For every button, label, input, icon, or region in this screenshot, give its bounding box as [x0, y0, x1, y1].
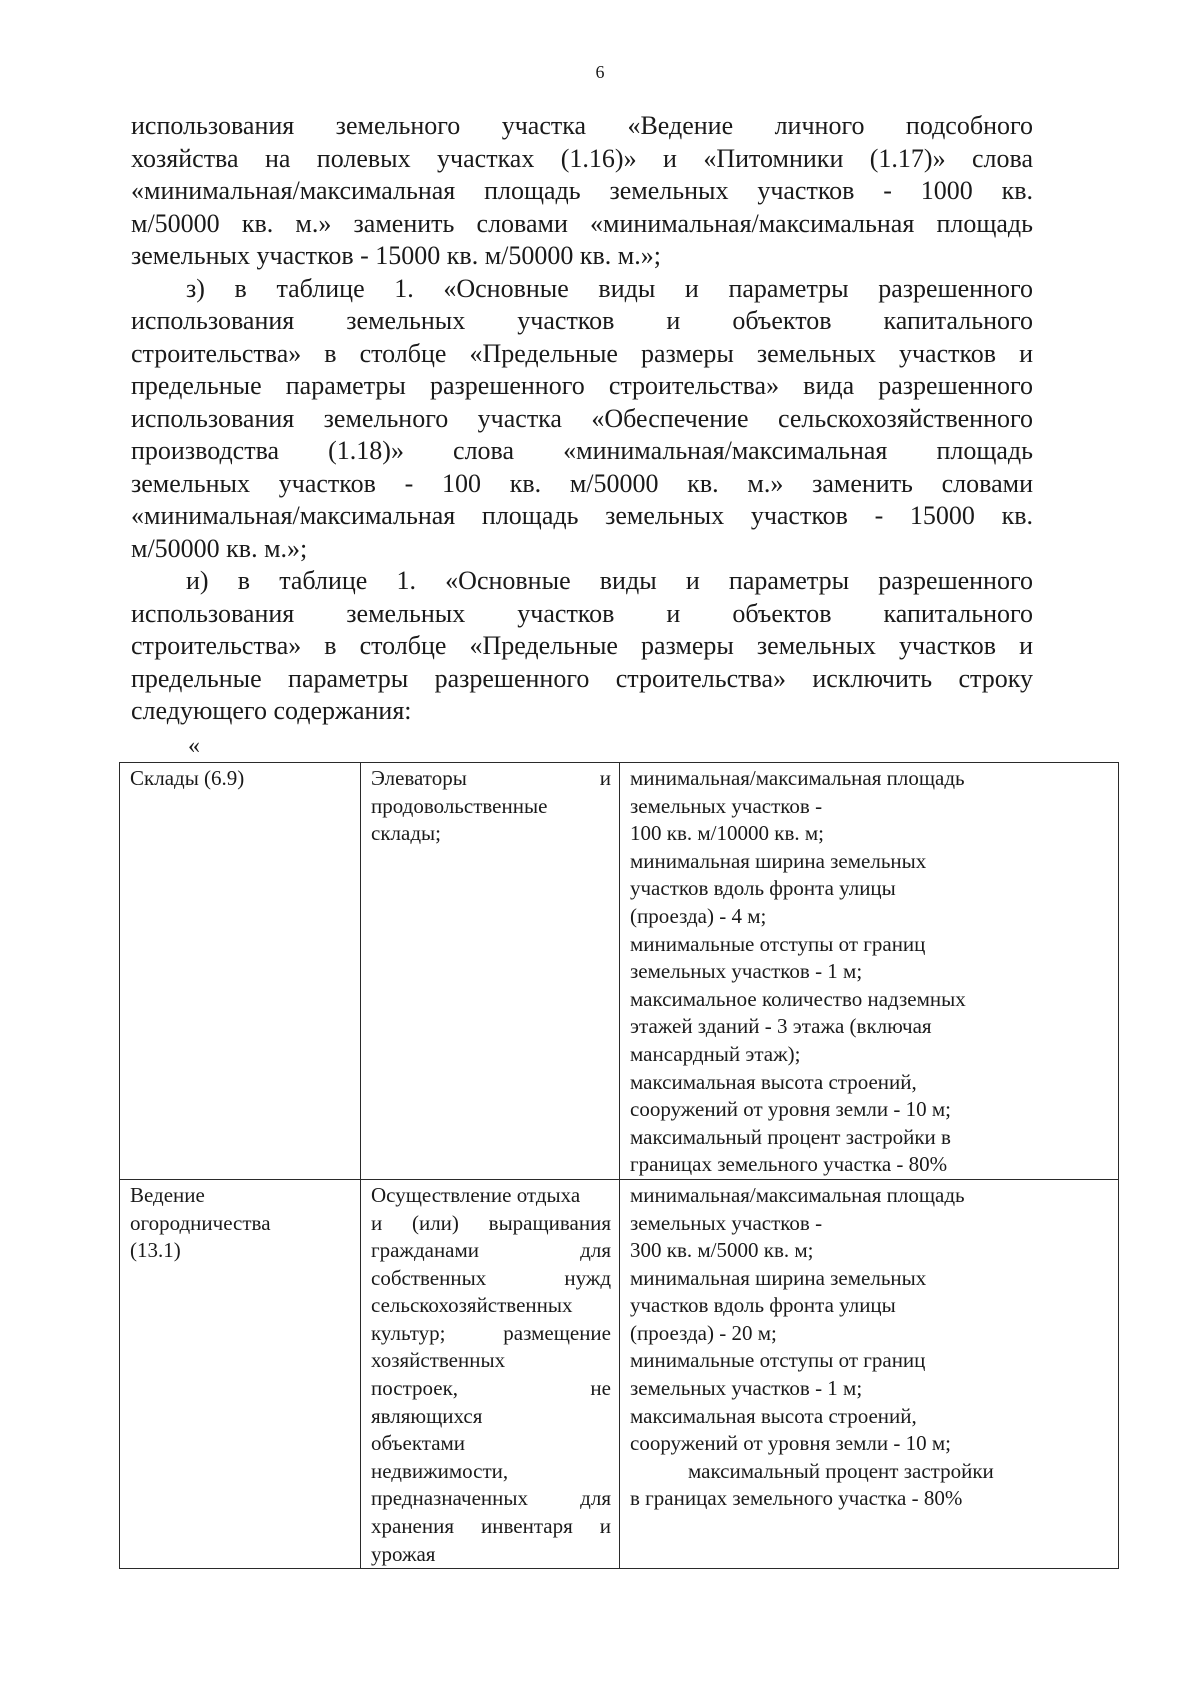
cell-line: максимальный процент застройки — [688, 1458, 994, 1483]
text-line: использования земельного участка «Ведение личного подсобного — [131, 111, 1033, 140]
table-cell-use-type — [120, 1179, 361, 1568]
cell-line: 100 кв. м/10000 кв. м; — [630, 821, 824, 846]
cell-line: сооружений от уровня земли - 10 м; — [630, 1431, 951, 1456]
table-cell-parameters — [620, 763, 1119, 1180]
cell-line: урожая — [371, 1541, 436, 1566]
cell-line: сооружений от уровня земли - 10 м; — [630, 1097, 951, 1122]
cell-line: огородничества — [130, 1210, 271, 1235]
table-row — [120, 1179, 1119, 1568]
table-cell-parameters — [620, 1179, 1119, 1568]
cell-line: максимальная высота строений, — [630, 1069, 917, 1094]
cell-line: максимальная высота строений, — [630, 1403, 917, 1428]
text-line: м/50000 кв. м.» заменить словами «минимальная/максимальная площадь — [131, 208, 1033, 238]
table-cell-use-type — [120, 763, 361, 1180]
cell-line: являющихся — [371, 1403, 483, 1428]
cell-line: склады; — [371, 821, 441, 846]
cell-line: земельных участков - — [630, 793, 823, 818]
text-line: хозяйства на полевых участках (1.16)» и «Питомники (1.17)» слова — [131, 143, 1033, 173]
cell-line: и (или) выращивания — [371, 1210, 611, 1235]
text-line: использования земельных участков и объектов капитального — [131, 598, 1033, 628]
cell-line: (13.1) — [130, 1238, 181, 1263]
opening-quote-mark: « — [188, 733, 200, 759]
cell-line: максимальный процент застройки в — [630, 1124, 951, 1149]
text-line: строительства» в столбце «Предельные размеры земельных участков и — [131, 338, 1033, 368]
table-cell-description — [361, 1179, 620, 1568]
text-line: и) в таблице 1. «Основные виды и параметры разрешенного — [186, 566, 1033, 595]
text-line: использования земельных участков и объектов капитального — [131, 306, 1033, 335]
cell-line: мансардный этаж); — [630, 1041, 801, 1066]
cell-line: 300 кв. м/5000 кв. м; — [630, 1238, 814, 1263]
cell-line: культур; размещение — [371, 1320, 611, 1345]
cell-line: Ведение — [130, 1182, 205, 1207]
text-line: производства (1.18)» слова «минимальная/максимальная площадь — [131, 436, 1033, 465]
cell-line: земельных участков - 1 м; — [630, 959, 863, 984]
cell-line: границах земельного участка - 80% — [630, 1152, 948, 1177]
cell-line: объектами — [371, 1431, 466, 1456]
cell-line: предназначенных для — [371, 1486, 611, 1511]
text-line: м/50000 кв. м.»; — [131, 533, 308, 563]
cell-line: продовольственные — [371, 793, 548, 818]
text-line: строительства» в столбце «Предельные размеры земельных участков и — [131, 631, 1033, 660]
amendment-text — [131, 110, 1033, 728]
text-line: предельные параметры разрешенного строительства» вида разрешенного — [131, 371, 1033, 400]
cell-line: (проезда) - 4 м; — [630, 903, 767, 928]
cell-line: сельскохозяйственных — [371, 1293, 573, 1318]
cell-line: собственных нужд — [371, 1265, 611, 1290]
cell-line: построек, не — [371, 1376, 611, 1401]
table-row — [120, 763, 1119, 1180]
cell-line: недвижимости, — [371, 1458, 509, 1483]
cell-line: минимальная ширина земельных — [630, 1265, 927, 1290]
cell-line: минимальная ширина земельных — [630, 848, 927, 873]
cell-line: Осуществление отдыха — [371, 1182, 581, 1207]
cell-line: участков вдоль фронта улицы — [630, 876, 896, 901]
text-line: использования земельного участка «Обеспечение сельскохозяйственного — [131, 403, 1033, 433]
text-line: предельные параметры разрешенного строительства» исключить строку — [131, 663, 1033, 693]
text-line: «минимальная/максимальная площадь земельных участков - 15000 кв. — [131, 501, 1033, 530]
cell-line: Склады (6.9) — [130, 766, 245, 790]
cell-line: участков вдоль фронта улицы — [630, 1293, 896, 1318]
text-line: земельных участков - 15000 кв. м/50000 кв. м.»; — [131, 241, 661, 270]
cell-line: минимальная/максимальная площадь — [630, 1182, 965, 1207]
cell-line: минимальная/максимальная площадь — [630, 766, 965, 790]
cell-line: в границах земельного участка - 80% — [630, 1486, 963, 1511]
text-line: «минимальная/максимальная площадь земельных участков - 1000 кв. — [131, 176, 1033, 205]
excluded-rows-table — [119, 762, 1119, 1569]
table-cell-description — [361, 763, 620, 1180]
cell-line: минимальные отступы от границ — [630, 931, 926, 956]
cell-line: хозяйственных — [371, 1348, 506, 1373]
cell-line: гражданами для — [371, 1238, 611, 1263]
text-line: з) в таблице 1. «Основные виды и параметры разрешенного — [186, 273, 1033, 303]
cell-line: этажей зданий - 3 этажа (включая — [630, 1014, 932, 1039]
cell-line: Элеваторы и — [371, 766, 611, 790]
text-line: земельных участков - 100 кв. м/50000 кв. м.» заменить словами — [131, 468, 1033, 498]
cell-line: минимальные отступы от границ — [630, 1348, 926, 1373]
cell-line: хранения инвентаря и — [371, 1514, 611, 1539]
cell-line: земельных участков - — [630, 1210, 823, 1235]
cell-line: земельных участков - 1 м; — [630, 1376, 863, 1401]
page-number: 6 — [595, 62, 605, 82]
cell-line: максимальное количество надземных — [630, 986, 966, 1011]
text-line: следующего содержания: — [131, 696, 412, 725]
cell-line: (проезда) - 20 м; — [630, 1320, 777, 1345]
